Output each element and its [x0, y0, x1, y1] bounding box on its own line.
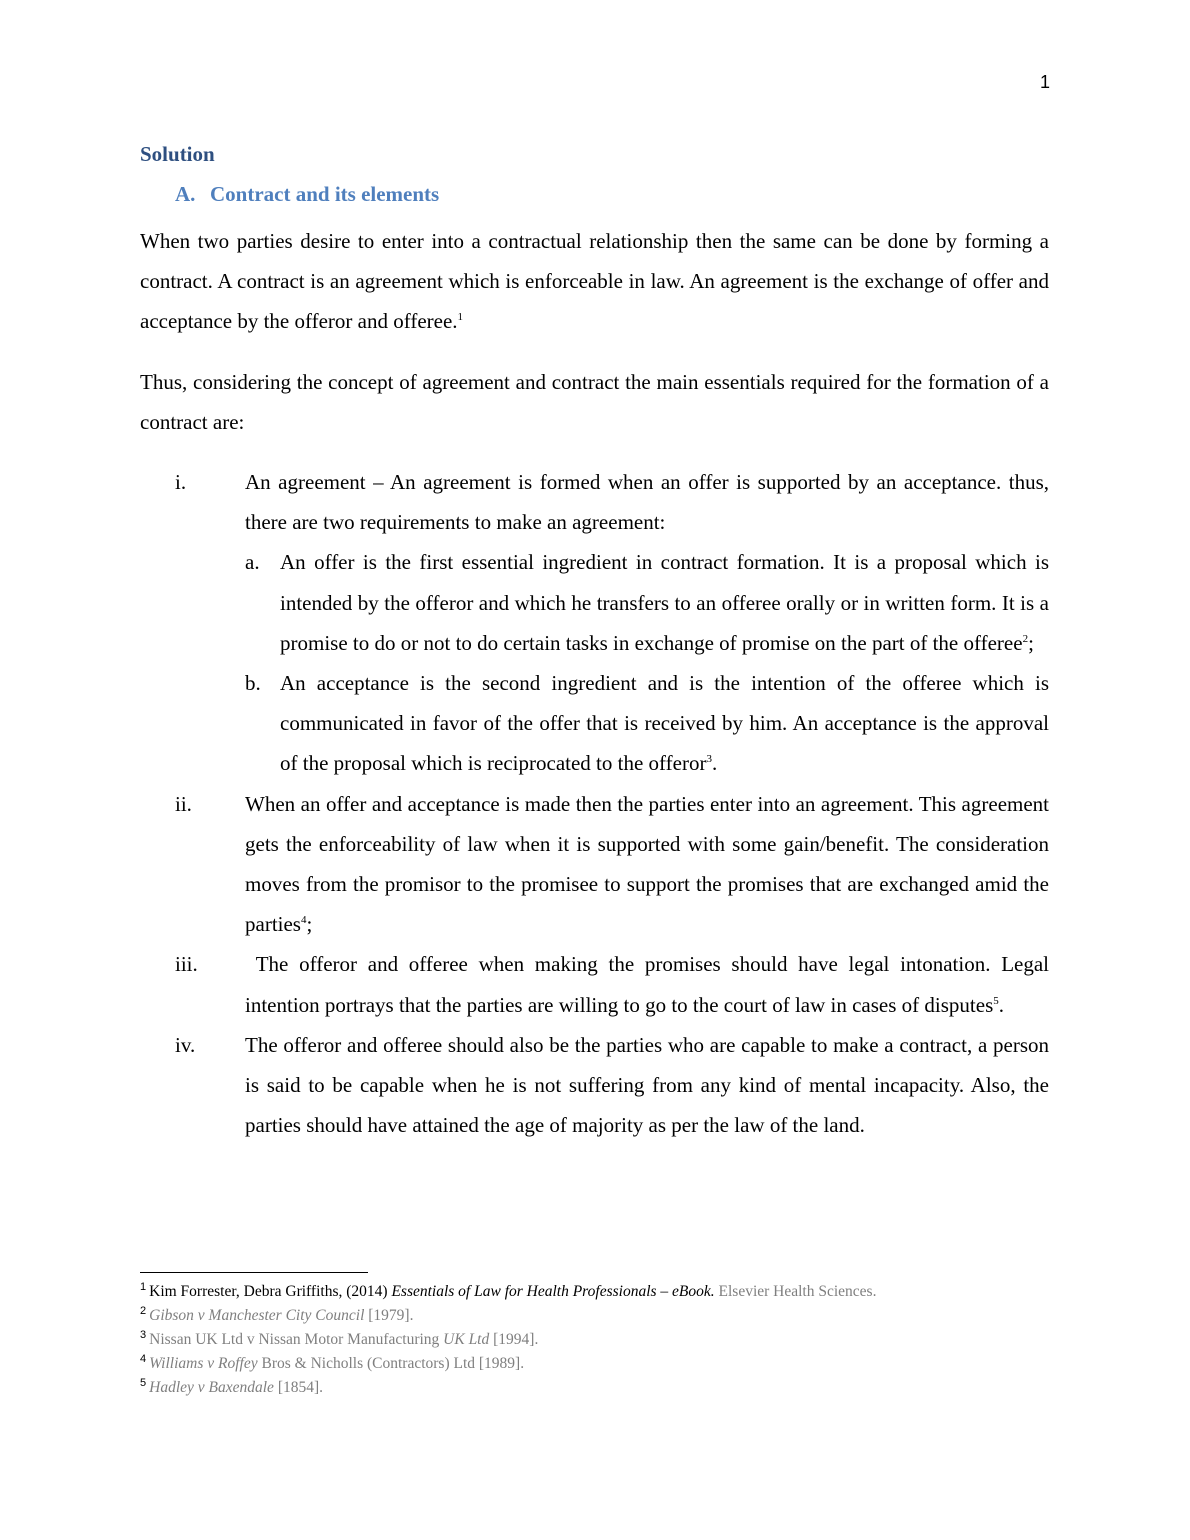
footnote-case: Hadley v Baxendale	[149, 1379, 274, 1396]
footnote-ref-4[interactable]: 4	[300, 914, 307, 927]
sublist-marker: b.	[245, 671, 261, 696]
footnote-ref-1[interactable]: 1	[457, 311, 464, 324]
footnote-case: Williams v Roffey	[149, 1355, 258, 1372]
section-heading: Solution	[140, 142, 215, 166]
essentials-list	[140, 462, 1055, 1145]
footnote-citation: [1994].	[489, 1331, 539, 1348]
punctuation: ;	[1028, 630, 1034, 655]
footnote-1	[140, 1280, 1049, 1304]
footnote-case: Nissan UK Ltd v Nissan Motor Manufacturing	[149, 1331, 444, 1348]
footnote-number: 4	[140, 1352, 147, 1365]
list-marker: iv.	[175, 1032, 196, 1057]
footnote-number: 1	[140, 1280, 147, 1293]
intro-paragraph-text: When two parties desire to enter into a contractual relationship then the same can be done by forming a contract. A contract is an agreement which is enforceable in law. An agreement is the exchange of offer and acceptance by the offeror and offeree.	[140, 229, 1049, 334]
footnote-publisher: Elsevier Health Sciences.	[714, 1283, 877, 1300]
list-marker: i.	[175, 470, 187, 495]
list-item	[140, 944, 1055, 1024]
subsection-title: Contract and its elements	[210, 182, 440, 206]
footnote-ref-5[interactable]: 5	[993, 994, 999, 1007]
agreement-sublist	[245, 542, 1049, 783]
footnote-ref-3[interactable]: 3	[706, 753, 712, 766]
sublist-item	[245, 663, 1049, 784]
list-marker: iii.	[175, 952, 198, 977]
sublist-item-text: An acceptance is the second ingredient and is the intention of the offeree which is communicated in favor of the offer that is received by him. An acceptance is the approval of the proposal which is reciprocated to the offeror	[280, 671, 1049, 776]
footnote-number: 2	[140, 1304, 147, 1317]
footnote-title: Essentials of Law for Health Professionals – eBook.	[391, 1283, 715, 1300]
list-item-text: The offeror and offeree should also be the parties who are capable to make a contract, a person is said to be capable when he is not suffering from any kind of mental incapacity. Also, the parties should have attained the age of majority as per the law of the land.	[245, 1032, 1049, 1138]
list-item-text: An agreement – An agreement is formed when an offer is supported by an acceptance. thus, there are two requirements to make an agreement:	[245, 470, 1049, 535]
sublist-item	[245, 542, 1049, 663]
footnotes	[140, 1280, 1049, 1400]
footnote-number: 3	[140, 1328, 147, 1341]
footnote-4	[140, 1352, 1049, 1376]
sublist-marker: a.	[245, 550, 260, 575]
list-marker: ii.	[175, 791, 192, 816]
punctuation: .	[998, 992, 1004, 1017]
punctuation: .	[711, 751, 718, 776]
list-item	[140, 784, 1049, 945]
document-body	[140, 140, 1055, 1145]
footnote-number: 5	[140, 1376, 147, 1389]
footnote-citation: [1979].	[364, 1307, 414, 1324]
footnote-authors: Kim Forrester, Debra Griffiths, (2014)	[149, 1283, 392, 1300]
subsection-heading	[175, 180, 1049, 208]
sublist-item-text: An offer is the first essential ingredient in contract formation. It is a proposal which is intended by the offeror and which he transfers to an offeree orally or in written form. It is a promise to do or not to do certain tasks in exchange of promise on the part of the offeree	[280, 550, 1049, 655]
page-number: 1	[1039, 72, 1050, 92]
footnote-case-italic: UK Ltd	[443, 1331, 490, 1348]
subsection-marker: A.	[175, 182, 196, 206]
footnote-2	[140, 1304, 1049, 1328]
footnote-separator	[140, 1272, 368, 1273]
list-item	[140, 462, 1049, 784]
footnote-ref-2[interactable]: 2	[1022, 632, 1029, 645]
footnote-case: Gibson v Manchester City Council	[149, 1307, 365, 1324]
punctuation: ;	[306, 912, 313, 937]
list-item-text: The offeror and offeree when making the promises should have legal intonation. Legal intention portrays that the parties are willing to go to the court of law in cases of disputes	[245, 952, 1055, 1017]
essentials-paragraph: Thus, considering the concept of agreement and contract the main essentials required for the formation of a contract are:	[140, 369, 1049, 434]
list-item	[140, 1025, 1049, 1146]
intro-paragraph	[140, 221, 1049, 342]
list-item-text: When an offer and acceptance is made then the parties enter into an agreement. This agreement gets the enforceability of law when it is supported with some gain/benefit. The consideration moves from the promisor to the promisee to support the promises that are exchanged amid the parties	[245, 791, 1049, 937]
footnote-3	[140, 1328, 1049, 1352]
footnote-5	[140, 1376, 1049, 1400]
footnote-citation: Bros & Nicholls (Contractors) Ltd [1989].	[257, 1355, 525, 1372]
footnote-citation: [1854].	[273, 1379, 324, 1396]
